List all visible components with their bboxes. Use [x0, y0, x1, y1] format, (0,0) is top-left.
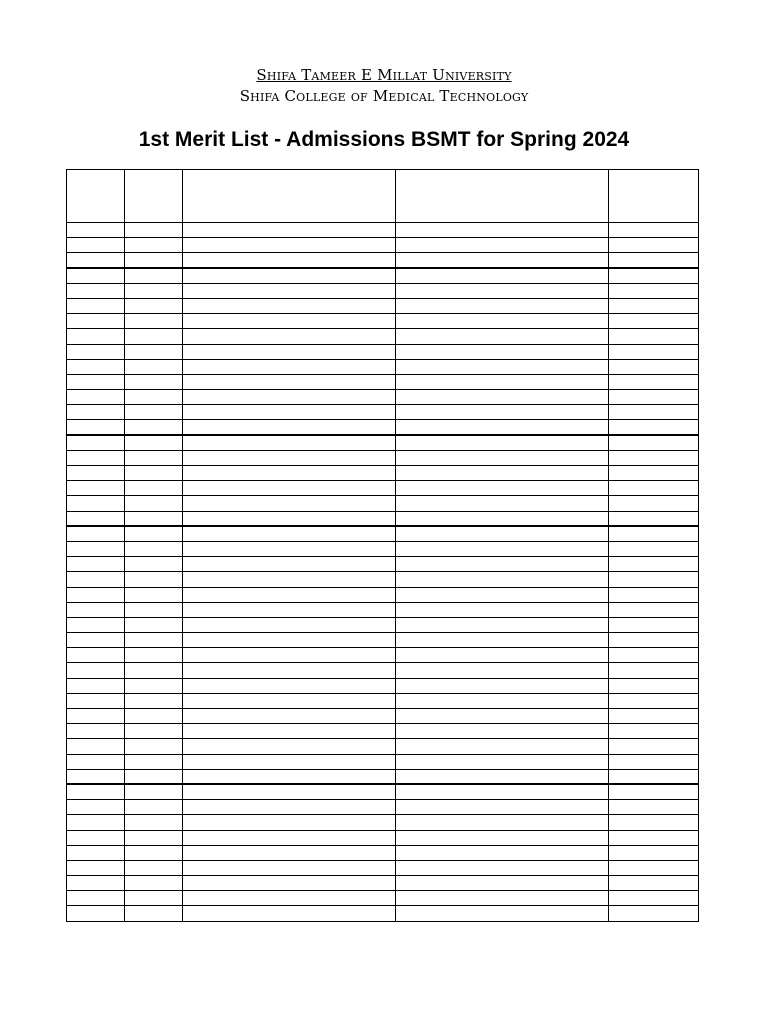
- table-row: [67, 724, 699, 739]
- table-cell: [125, 283, 183, 298]
- table-cell: [125, 754, 183, 769]
- table-cell: [396, 541, 609, 556]
- table-cell: [396, 223, 609, 238]
- table-cell: [67, 238, 125, 253]
- table-row: [67, 754, 699, 769]
- table-row: [67, 891, 699, 906]
- table-cell: [609, 359, 699, 374]
- table-cell: [609, 739, 699, 754]
- table-cell: [609, 223, 699, 238]
- table-cell: [609, 693, 699, 708]
- table-cell: [396, 815, 609, 830]
- table-cell: [125, 860, 183, 875]
- table-cell: [609, 541, 699, 556]
- table-row: [67, 769, 699, 784]
- table-row: [67, 223, 699, 238]
- table-cell: [183, 830, 396, 845]
- table-row: [67, 845, 699, 860]
- table-cell: [396, 633, 609, 648]
- table-row: [67, 344, 699, 359]
- table-cell: [183, 663, 396, 678]
- table-cell: [183, 784, 396, 799]
- table-cell: [609, 405, 699, 420]
- table-cell: [183, 815, 396, 830]
- table-cell: [396, 830, 609, 845]
- table-row: [67, 633, 699, 648]
- table-cell: [183, 435, 396, 450]
- table-cell: [183, 496, 396, 511]
- table-cell: [67, 800, 125, 815]
- table-cell: [609, 800, 699, 815]
- table-cell: [125, 678, 183, 693]
- table-cell: [396, 678, 609, 693]
- table-cell: [396, 374, 609, 389]
- merit-list-body: [67, 170, 699, 922]
- table-cell: [609, 754, 699, 769]
- table-cell: [183, 693, 396, 708]
- table-cell: [609, 268, 699, 283]
- table-cell: [609, 906, 699, 921]
- table-cell: [67, 876, 125, 891]
- table-cell: [609, 466, 699, 481]
- table-cell: [183, 344, 396, 359]
- table-cell: [396, 481, 609, 496]
- table-cell: [125, 435, 183, 450]
- table-cell: [609, 329, 699, 344]
- table-row: [67, 557, 699, 572]
- table-cell: [183, 906, 396, 921]
- table-cell: [183, 845, 396, 860]
- table-cell: [125, 633, 183, 648]
- table-cell: [183, 253, 396, 268]
- table-row: [67, 815, 699, 830]
- table-cell: [396, 298, 609, 313]
- table-cell: [125, 268, 183, 283]
- table-cell: [396, 390, 609, 405]
- table-cell: [125, 891, 183, 906]
- table-cell: [183, 617, 396, 632]
- table-cell: [67, 511, 125, 526]
- university-name: Shifa Tameer E Millat University: [256, 66, 512, 84]
- table-cell: [125, 648, 183, 663]
- table-row: [67, 329, 699, 344]
- table-cell: [183, 769, 396, 784]
- table-cell: [609, 709, 699, 724]
- table-cell: [396, 283, 609, 298]
- table-cell: [125, 238, 183, 253]
- college-name: Shifa College of Medical Technology: [239, 87, 529, 105]
- table-cell: [609, 876, 699, 891]
- table-row: [67, 830, 699, 845]
- table-cell: [609, 526, 699, 541]
- table-cell: [67, 526, 125, 541]
- table-cell: [396, 557, 609, 572]
- table-cell: [183, 891, 396, 906]
- table-cell: [67, 329, 125, 344]
- table-cell: [396, 709, 609, 724]
- table-cell: [396, 663, 609, 678]
- table-cell: [67, 739, 125, 754]
- table-cell: [609, 481, 699, 496]
- table-cell: [125, 359, 183, 374]
- table-cell: [396, 450, 609, 465]
- table-cell: [396, 405, 609, 420]
- table-row: [67, 739, 699, 754]
- table-cell: [67, 374, 125, 389]
- table-cell: [396, 860, 609, 875]
- table-cell: [125, 511, 183, 526]
- table-cell: [609, 435, 699, 450]
- table-cell: [609, 678, 699, 693]
- table-cell: [67, 450, 125, 465]
- header-cell: [67, 170, 125, 223]
- table-cell: [67, 420, 125, 435]
- table-row: [67, 693, 699, 708]
- table-cell: [67, 906, 125, 921]
- table-row: [67, 678, 699, 693]
- table-cell: [183, 268, 396, 283]
- table-row: [67, 587, 699, 602]
- table-cell: [183, 724, 396, 739]
- table-cell: [125, 845, 183, 860]
- table-row: [67, 648, 699, 663]
- table-row: [67, 390, 699, 405]
- table-row: [67, 283, 699, 298]
- table-cell: [67, 481, 125, 496]
- table-header-row: [67, 170, 699, 223]
- table-cell: [125, 374, 183, 389]
- table-cell: [125, 693, 183, 708]
- table-cell: [609, 891, 699, 906]
- table-cell: [183, 633, 396, 648]
- table-cell: [67, 557, 125, 572]
- table-cell: [396, 784, 609, 799]
- table-cell: [125, 298, 183, 313]
- table-cell: [396, 693, 609, 708]
- table-cell: [609, 663, 699, 678]
- table-cell: [67, 830, 125, 845]
- table-cell: [183, 223, 396, 238]
- table-cell: [609, 587, 699, 602]
- table-cell: [125, 466, 183, 481]
- table-cell: [396, 906, 609, 921]
- table-row: [67, 860, 699, 875]
- table-cell: [396, 754, 609, 769]
- table-cell: [125, 876, 183, 891]
- table-cell: [609, 830, 699, 845]
- table-cell: [125, 724, 183, 739]
- table-cell: [396, 511, 609, 526]
- table-cell: [396, 876, 609, 891]
- table-cell: [183, 420, 396, 435]
- table-cell: [609, 314, 699, 329]
- table-cell: [125, 541, 183, 556]
- table-cell: [183, 602, 396, 617]
- table-cell: [396, 435, 609, 450]
- table-cell: [67, 860, 125, 875]
- table-cell: [183, 557, 396, 572]
- table-cell: [125, 800, 183, 815]
- table-cell: [609, 845, 699, 860]
- table-row: [67, 784, 699, 799]
- table-row: [67, 238, 699, 253]
- table-cell: [396, 359, 609, 374]
- table-cell: [125, 405, 183, 420]
- table-cell: [125, 617, 183, 632]
- table-cell: [183, 678, 396, 693]
- table-cell: [183, 739, 396, 754]
- table-cell: [67, 678, 125, 693]
- table-row: [67, 420, 699, 435]
- table-cell: [125, 602, 183, 617]
- table-row: [67, 526, 699, 541]
- table-row: [67, 450, 699, 465]
- table-cell: [67, 298, 125, 313]
- table-cell: [183, 754, 396, 769]
- table-cell: [609, 724, 699, 739]
- page-title: 1st Merit List - Admissions BSMT for Spring 2024: [138, 128, 630, 151]
- table-cell: [125, 663, 183, 678]
- table-cell: [67, 709, 125, 724]
- table-cell: [67, 541, 125, 556]
- table-row: [67, 359, 699, 374]
- table-cell: [396, 572, 609, 587]
- table-cell: [125, 481, 183, 496]
- table-cell: [183, 860, 396, 875]
- table-row: [67, 374, 699, 389]
- table-cell: [67, 253, 125, 268]
- table-cell: [396, 891, 609, 906]
- table-cell: [183, 572, 396, 587]
- table-cell: [183, 359, 396, 374]
- table-cell: [183, 329, 396, 344]
- table-cell: [396, 268, 609, 283]
- table-cell: [125, 329, 183, 344]
- table-cell: [183, 541, 396, 556]
- table-cell: [125, 496, 183, 511]
- table-cell: [67, 223, 125, 238]
- table-cell: [609, 557, 699, 572]
- table-cell: [183, 526, 396, 541]
- table-cell: [609, 344, 699, 359]
- table-cell: [183, 283, 396, 298]
- table-cell: [67, 602, 125, 617]
- table-cell: [125, 420, 183, 435]
- header-cell: [396, 170, 609, 223]
- table-cell: [125, 450, 183, 465]
- table-cell: [609, 815, 699, 830]
- table-cell: [396, 587, 609, 602]
- table-cell: [183, 709, 396, 724]
- table-cell: [609, 602, 699, 617]
- table-cell: [67, 815, 125, 830]
- table-cell: [67, 283, 125, 298]
- table-cell: [125, 572, 183, 587]
- header-cell: [125, 170, 183, 223]
- table-cell: [183, 314, 396, 329]
- table-cell: [67, 359, 125, 374]
- table-cell: [67, 344, 125, 359]
- table-row: [67, 435, 699, 450]
- table-row: [67, 617, 699, 632]
- table-row: [67, 709, 699, 724]
- table-cell: [67, 693, 125, 708]
- table-cell: [609, 784, 699, 799]
- table-row: [67, 602, 699, 617]
- header-cell: [609, 170, 699, 223]
- table-cell: [67, 466, 125, 481]
- table-row: [67, 663, 699, 678]
- table-cell: [183, 466, 396, 481]
- table-cell: [396, 329, 609, 344]
- table-cell: [125, 223, 183, 238]
- table-cell: [125, 784, 183, 799]
- table-cell: [609, 496, 699, 511]
- table-cell: [396, 314, 609, 329]
- table-cell: [396, 420, 609, 435]
- table-cell: [396, 253, 609, 268]
- table-cell: [125, 815, 183, 830]
- table-row: [67, 511, 699, 526]
- table-cell: [609, 511, 699, 526]
- table-row: [67, 466, 699, 481]
- table-cell: [67, 891, 125, 906]
- table-cell: [183, 238, 396, 253]
- table-cell: [183, 648, 396, 663]
- table-cell: [125, 769, 183, 784]
- table-cell: [183, 481, 396, 496]
- table-cell: [67, 845, 125, 860]
- table-row: [67, 572, 699, 587]
- table-cell: [125, 830, 183, 845]
- table-cell: [125, 390, 183, 405]
- table-cell: [67, 784, 125, 799]
- table-cell: [609, 860, 699, 875]
- table-cell: [396, 845, 609, 860]
- table-cell: [609, 238, 699, 253]
- table-cell: [183, 587, 396, 602]
- table-row: [67, 496, 699, 511]
- table-cell: [183, 405, 396, 420]
- table-cell: [125, 344, 183, 359]
- table-cell: [609, 769, 699, 784]
- table-cell: [183, 390, 396, 405]
- table-cell: [396, 238, 609, 253]
- table-cell: [609, 374, 699, 389]
- table-cell: [67, 390, 125, 405]
- table-cell: [183, 511, 396, 526]
- table-cell: [609, 572, 699, 587]
- table-cell: [67, 617, 125, 632]
- table-cell: [396, 800, 609, 815]
- table-cell: [396, 466, 609, 481]
- merit-list-table: [66, 169, 699, 922]
- table-cell: [125, 253, 183, 268]
- table-cell: [67, 587, 125, 602]
- table-cell: [183, 450, 396, 465]
- table-cell: [396, 496, 609, 511]
- table-row: [67, 268, 699, 283]
- table-cell: [609, 450, 699, 465]
- table-row: [67, 906, 699, 921]
- table-row: [67, 876, 699, 891]
- table-cell: [67, 648, 125, 663]
- table-cell: [67, 724, 125, 739]
- table-cell: [125, 906, 183, 921]
- table-cell: [609, 617, 699, 632]
- table-cell: [67, 754, 125, 769]
- table-cell: [183, 876, 396, 891]
- table-row: [67, 405, 699, 420]
- table-cell: [67, 314, 125, 329]
- table-row: [67, 298, 699, 313]
- table-cell: [125, 557, 183, 572]
- table-cell: [609, 390, 699, 405]
- table-cell: [67, 268, 125, 283]
- table-cell: [67, 405, 125, 420]
- table-cell: [396, 617, 609, 632]
- table-row: [67, 481, 699, 496]
- table-cell: [396, 602, 609, 617]
- table-cell: [396, 769, 609, 784]
- table-row: [67, 800, 699, 815]
- table-cell: [125, 526, 183, 541]
- table-cell: [67, 435, 125, 450]
- table-cell: [183, 374, 396, 389]
- table-cell: [125, 314, 183, 329]
- table-cell: [609, 633, 699, 648]
- table-cell: [67, 633, 125, 648]
- table-cell: [396, 648, 609, 663]
- table-cell: [67, 663, 125, 678]
- header-cell: [183, 170, 396, 223]
- table-cell: [67, 769, 125, 784]
- table-cell: [125, 709, 183, 724]
- table-cell: [396, 739, 609, 754]
- table-cell: [609, 283, 699, 298]
- table-cell: [396, 526, 609, 541]
- table-row: [67, 253, 699, 268]
- table-cell: [67, 572, 125, 587]
- table-cell: [183, 800, 396, 815]
- table-cell: [609, 648, 699, 663]
- table-row: [67, 314, 699, 329]
- table-cell: [609, 253, 699, 268]
- table-cell: [609, 298, 699, 313]
- table-cell: [67, 496, 125, 511]
- table-row: [67, 541, 699, 556]
- table-cell: [125, 587, 183, 602]
- table-cell: [183, 298, 396, 313]
- table-cell: [396, 724, 609, 739]
- table-cell: [609, 420, 699, 435]
- table-cell: [396, 344, 609, 359]
- table-cell: [125, 739, 183, 754]
